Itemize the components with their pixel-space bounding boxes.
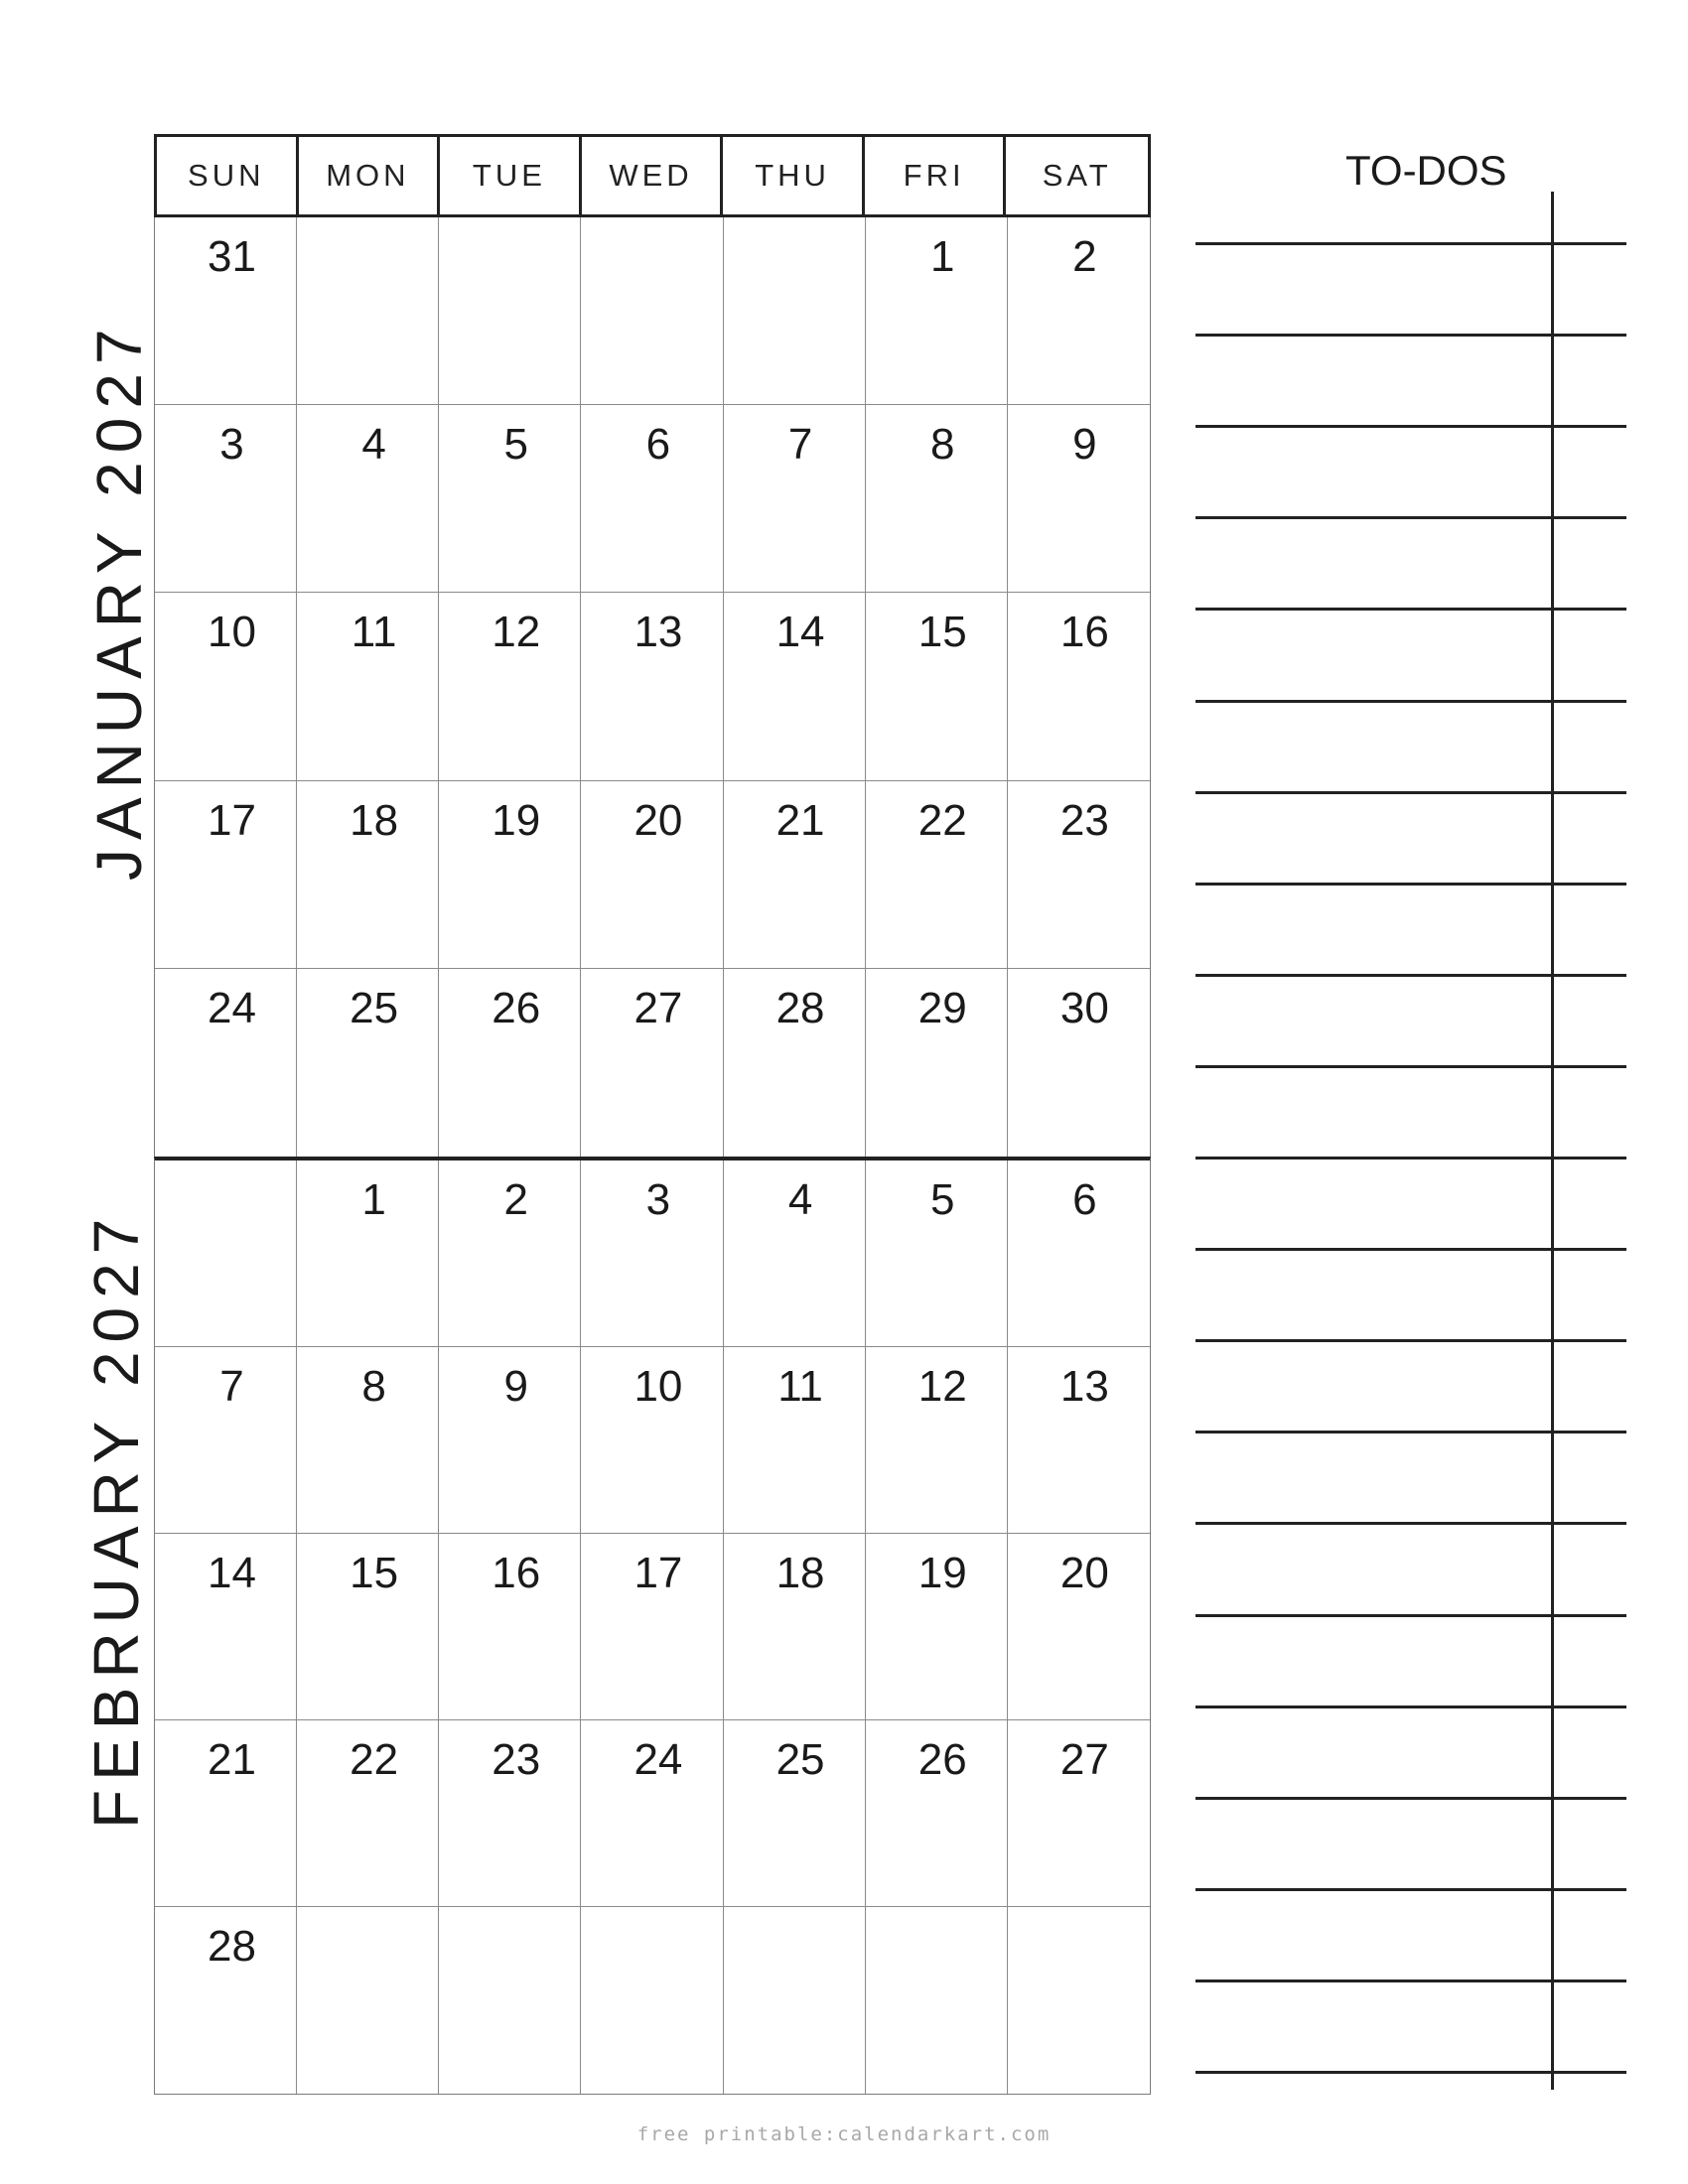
day-number: 21: [208, 1735, 256, 1784]
day-cell: [866, 1907, 1008, 2094]
todo-line: [1196, 1797, 1626, 1800]
day-number: 8: [361, 1362, 386, 1411]
day-number: 13: [1059, 1362, 1109, 1411]
day-number: 17: [208, 795, 256, 845]
day-number: 22: [350, 1735, 399, 1784]
day-cell: [297, 217, 439, 405]
day-cell: [439, 593, 581, 780]
day-cell: [439, 1347, 581, 1534]
day-number: 3: [645, 1175, 671, 1224]
day-cell: [581, 1720, 723, 1907]
day-cell: [155, 217, 297, 405]
day-number: 27: [1059, 1735, 1109, 1784]
todo-line: [1196, 1979, 1626, 1982]
day-cell: [439, 217, 581, 405]
day-cell: [866, 405, 1008, 593]
day-cell: [439, 405, 581, 593]
day-cell: [155, 1160, 297, 1347]
weekday-thu: THU: [723, 137, 865, 214]
day-cell: [581, 1160, 723, 1347]
todo-line: [1196, 1888, 1626, 1891]
day-cell: [581, 405, 723, 593]
todo-line: [1196, 608, 1626, 611]
weekday-sun: SUN: [157, 137, 299, 214]
day-number: 6: [1072, 1175, 1097, 1224]
todo-line: [1196, 334, 1626, 337]
todo-line: [1196, 516, 1626, 519]
day-cell: [724, 1907, 866, 2094]
day-number: 2: [1072, 232, 1097, 281]
todo-line: [1196, 425, 1626, 428]
day-number: 26: [917, 1735, 967, 1784]
day-cell: [724, 593, 866, 780]
day-number: 18: [350, 795, 399, 845]
day-number: 24: [208, 983, 256, 1032]
todo-line: [1196, 791, 1626, 794]
day-number: 28: [775, 983, 825, 1032]
day-number: 21: [775, 795, 825, 845]
day-number: 6: [645, 420, 671, 470]
day-cell: [866, 1347, 1008, 1534]
day-number: 20: [1059, 1549, 1109, 1597]
day-cell: [724, 1160, 866, 1347]
day-number: 7: [787, 420, 813, 470]
day-number: 1: [929, 232, 955, 281]
day-cell: [155, 1534, 297, 1720]
todo-line: [1196, 1614, 1626, 1617]
weekday-tue: TUE: [440, 137, 582, 214]
day-number: 22: [917, 795, 967, 845]
day-cell: [297, 1347, 439, 1534]
day-cell: [297, 405, 439, 593]
day-cell: [155, 1720, 297, 1907]
day-number: 18: [775, 1549, 825, 1597]
day-number: 24: [633, 1735, 683, 1784]
day-cell: [581, 781, 723, 969]
month-label-january: JANUARY 2027: [83, 320, 155, 881]
day-cell: [1008, 1534, 1150, 1720]
weekday-sat: SAT: [1042, 158, 1112, 193]
day-cell: [866, 593, 1008, 780]
todo-line: [1196, 2071, 1626, 2074]
day-cell: [155, 1347, 297, 1534]
weekday-header-row: [154, 134, 1151, 217]
day-number: 25: [775, 1735, 825, 1784]
todo-divider-line: [1551, 192, 1554, 2090]
day-number: 19: [492, 795, 541, 845]
day-number: 14: [775, 608, 825, 657]
day-cell: [866, 1160, 1008, 1347]
day-cell: [866, 1720, 1008, 1907]
day-number: 11: [777, 1362, 823, 1411]
day-cell: [724, 1534, 866, 1720]
day-number: 27: [633, 983, 683, 1032]
todo-line: [1196, 974, 1626, 977]
day-cell: [155, 781, 297, 969]
day-cell: [581, 217, 723, 405]
day-cell: [297, 969, 439, 1157]
day-cell: [1008, 1720, 1150, 1907]
day-cell: [297, 1160, 439, 1347]
day-number: 5: [929, 1175, 955, 1224]
day-cell: [297, 1720, 439, 1907]
day-cell: [1008, 593, 1150, 780]
day-cell: [155, 969, 297, 1157]
todo-line: [1196, 1706, 1626, 1708]
day-cell: [581, 1534, 723, 1720]
day-cell: [439, 969, 581, 1157]
day-number: 11: [351, 608, 397, 657]
day-number: 12: [492, 608, 541, 657]
day-cell: [724, 1347, 866, 1534]
two-month-calendar: [154, 134, 1151, 2095]
january-grid: [154, 217, 1151, 1157]
day-number: 15: [350, 1549, 399, 1597]
day-number: 9: [1072, 420, 1097, 470]
day-number: 2: [503, 1175, 529, 1224]
day-number: 23: [1059, 795, 1109, 845]
day-number: 30: [1059, 983, 1109, 1032]
day-number: 10: [208, 608, 256, 657]
todo-line: [1196, 1339, 1626, 1342]
day-cell: [297, 1534, 439, 1720]
day-cell: [581, 1907, 723, 2094]
day-number: 31: [208, 232, 256, 281]
day-cell: [724, 1720, 866, 1907]
day-number: 19: [917, 1549, 967, 1597]
day-number: 29: [917, 983, 967, 1032]
day-cell: [1008, 781, 1150, 969]
todo-line: [1196, 700, 1626, 703]
day-number: 10: [633, 1362, 683, 1411]
day-cell: [155, 405, 297, 593]
day-cell: [1008, 969, 1150, 1157]
day-cell: [866, 969, 1008, 1157]
day-number: 3: [219, 420, 244, 470]
day-number: 20: [633, 795, 683, 845]
day-number: 23: [492, 1735, 541, 1784]
day-number: 13: [633, 608, 683, 657]
day-cell: [724, 969, 866, 1157]
day-cell: [581, 1347, 723, 1534]
day-cell: [439, 1907, 581, 2094]
day-cell: [724, 405, 866, 593]
day-cell: [1008, 405, 1150, 593]
day-cell: [866, 781, 1008, 969]
todo-line: [1196, 1431, 1626, 1433]
day-cell: [439, 781, 581, 969]
day-number: 5: [503, 420, 529, 470]
weekday-wed: WED: [582, 137, 724, 214]
day-cell: [1008, 1160, 1150, 1347]
day-cell: [1008, 217, 1150, 405]
day-number: 4: [361, 420, 386, 470]
day-cell: [297, 781, 439, 969]
day-cell: [1008, 1347, 1150, 1534]
day-number: 9: [503, 1362, 529, 1411]
day-number: 25: [350, 983, 399, 1032]
day-cell: [297, 1907, 439, 2094]
todo-line: [1196, 1248, 1626, 1251]
todo-line: [1196, 1065, 1626, 1068]
day-cell: [155, 593, 297, 780]
day-number: 8: [929, 420, 955, 470]
day-cell: [866, 217, 1008, 405]
day-cell: [724, 217, 866, 405]
day-number: 1: [361, 1175, 386, 1224]
day-number: 14: [208, 1549, 256, 1597]
todos-title: TO-DOS: [1345, 147, 1507, 194]
day-number: 12: [917, 1362, 967, 1411]
todo-line: [1196, 883, 1626, 886]
weekday-mon: MON: [299, 137, 441, 214]
day-number: 26: [492, 983, 541, 1032]
day-cell: [724, 781, 866, 969]
todo-line: [1196, 1157, 1626, 1160]
weekday-fri: FRI: [865, 137, 1007, 214]
day-cell: [439, 1534, 581, 1720]
day-cell: [581, 969, 723, 1157]
day-number: 28: [208, 1922, 256, 1971]
day-number: 16: [1059, 608, 1109, 657]
month-label-february: FEBRUARY 2027: [80, 1209, 152, 1829]
footer-credit: free printable:calendarkart.com: [636, 2123, 1052, 2145]
day-number: 4: [787, 1175, 813, 1224]
day-cell: [439, 1720, 581, 1907]
day-number: 15: [917, 608, 967, 657]
day-cell: [866, 1534, 1008, 1720]
day-cell: [155, 1907, 297, 2094]
day-number: 16: [492, 1549, 541, 1597]
day-number: 7: [219, 1362, 244, 1411]
february-grid: [154, 1157, 1151, 2095]
day-number: 17: [633, 1549, 683, 1597]
day-cell: [297, 593, 439, 780]
day-cell: [439, 1160, 581, 1347]
day-cell: [581, 593, 723, 780]
todo-line: [1196, 1522, 1626, 1525]
todo-line: [1196, 242, 1626, 245]
day-cell: [1008, 1907, 1150, 2094]
